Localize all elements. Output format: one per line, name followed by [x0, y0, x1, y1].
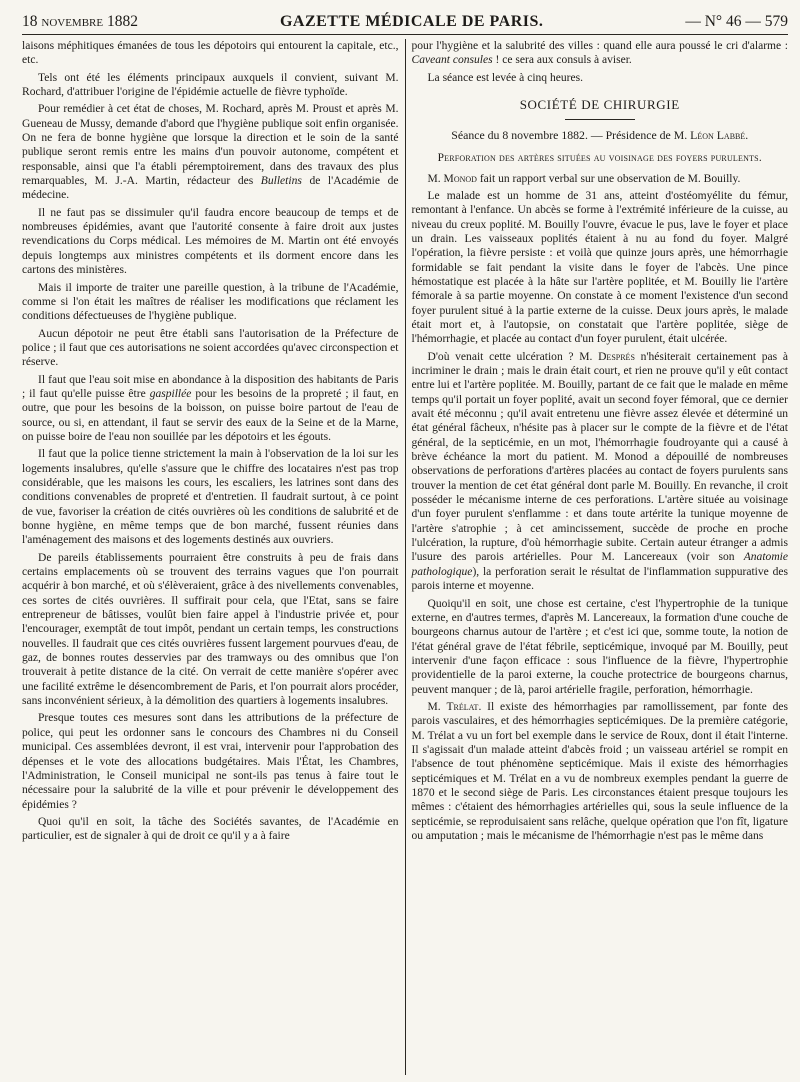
- paragraph: Pour remédier à cet état de choses, M. Rochard, après M. Proust et après M. Gueneau de Mussy, demande d'abord que l'hygiène publique soit enfin organisée. On ne fera de bonne hygiène que lorsque la direction et le soin de la santé publique seront remis entre les mains d'un pouvoir autonome, compétent et responsable, ainsi que l'a établi péremptoirement, dans des travaux des plus remarquables, M. J.-A. Martin, rédacteur des Bulletins de l'Académie de médecine.: [22, 103, 399, 202]
- paragraph: Il faut que l'eau soit mise en abondance à la disposition des habitants de Paris ; il faut qu'elle puisse être gaspillée pour les besoins de la propreté ; il faut, en outre, que pour les besoins de la boisson, on puisse boire partout de l'eau de source, ou si, en attendant, il faut se servir des eaux de la Seine et de la Marne, on puisse boire de l'eau non souillée par les dépotoirs et les égouts.: [22, 373, 399, 443]
- paragraph: pour l'hygiène et la salubrité des villes : quand elle aura poussé le cri d'alarme : Caveant consules ! ce sera aux consuls à aviser.: [411, 40, 788, 67]
- article-subtitle: Perforation des artères situées au voisinage des foyers purulents.: [437, 152, 762, 165]
- paragraph: Quoi qu'il en soit, la tâche des Sociétés savantes, de l'Académie en particulier, est de signaler à qui de droit ce qu'il y a à faire: [22, 815, 399, 843]
- paragraph: Le malade est un homme de 31 ans, atteint d'ostéomyélite du fémur, remontant à l'enfance. Un abcès se forme à l'extrémité inférieure de la cuisse, au niveau du creux poplité. M. Bouilly l'ouvre, évacue le pus, lave le foyer et place un drain. Les vaisseaux poplités étaient à nu au fond du foyer. Malgré l'opération, la fièvre persiste : et voilà que quinze jours après, une hémorrhagie formidable se fait pendant la visite dans le foyer de l'abcès. Une pince hémostatique est placée à la hâte sur l'artère poplitée, et M. Bouilly lie l'artère fémorale à sa partie moyenne. On constate à ce moment l'existence d'un second foyer purulent situé à la partie externe de la cuisse. Deux jours après, le malade était mort et, à l'autopsie, on constatait que l'artère poplitée, siège de l'hémorrhagie, et placée au contact d'un foyer purulent, était ulcérée.: [411, 189, 788, 346]
- paragraph: Quoiqu'il en soit, une chose est certaine, c'est l'hypertrophie de la tunique externe, en d'autres termes, d'après M. Lancereaux, la formation d'une couche de bourgeons charnus autour de l'artère ; et c'est ici que, somme toute, la notion de l'état général grave de l'état fébrile, septicémique, invoqué par M. Bouilly, peut intervenir d'une façon efficace : sous l'influence de la fièvre, l'hypertrophie providentielle de la paroi externe, la couche protectrice de bourgeons charnus, peuvent manquer ; de là, paroi artérielle fragile, perforation, hémorrhagie.: [411, 597, 788, 696]
- paragraph: Tels ont été les éléments principaux auxquels il convient, suivant M. Rochard, d'attribuer l'origine de l'épidémie actuelle de fièvre typhoïde.: [22, 71, 399, 99]
- paragraph: Presque toutes ces mesures sont dans les attributions de la préfecture de police, qui peut les ordonner sans le concours des Chambres ni du Conseil municipal. Ces assemblées devront, il est vrai, intervenir pour l'approbation des dépenses et le vote des allocations budgétaires. Mais l'État, les Chambres, l'Administration, le Conseil municipal ne sont-ils pas tenus à faire tout le nécessaire pour la salubrité de la ville et pour prévenir le développement des épidémies ?: [22, 712, 399, 811]
- paragraph: Il ne faut pas se dissimuler qu'il faudra encore beaucoup de temps et de nombreuses épidémies, avant que l'autorité consente à faire droit aux justes revendications du Corps médical. Les mémoires de M. Martin ont été envoyés depuis longtemps aux ministres compétents et ils dorment encore dans les cartons des ministères.: [22, 206, 399, 277]
- left-column: [22, 39, 405, 1075]
- paragraph: M. Trélat. Il existe des hémorrhagies par ramollissement, par fonte des parois vasculaires, et des hémorrhagies septicémiques. De la première catégorie, M. Trélat a vu un fort bel exemple dans le service de Roux, dont il était l'interne. Il s'agissait d'un malade atteint d'abcès froid ; un vaisseau artériel se rompit en l'absence de tout phénomène septicémique. Mais il existe des hémorrhagies septicémiques et M. Trélat en a vu de nombreux exemples pendant la guerre de 1870 et le second siège de Paris. Les circonstances étaient presque toujours les mêmes : c'étaient des hémorrhagies artérielles qui, sous la seule influence de la septicémie, se reproduisaient sans relâche, quelque opération que l'on fît, ligature ou amputation ; mais le mécanisme de l'hémorrhagie n'est pas le même dans: [411, 700, 788, 842]
- journal-title: GAZETTE MÉDICALE DE PARIS.: [279, 13, 544, 30]
- section-title: SOCIÉTÉ DE CHIRURGIE: [519, 97, 680, 113]
- section-divider: [565, 119, 635, 120]
- paragraph: Il faut que la police tienne strictement la main à l'observation de la loi sur les logements insalubres, qu'elle s'assure que le chiffre des locataires n'est pas trop considérable, que les maisons les cours, les escaliers, les latrines sont dans des conditions convenables de propreté et d'entretien. Il faudrait surtout, à ce point de vue, favoriser la création de cités ouvrières où les conditions de salubrité et de bonne hygiène, en même temps que de bon marché, fussent réunies dans l'aménagement des maisons et des logements destinés aux ouvriers.: [22, 448, 399, 547]
- paragraph: Aucun dépotoir ne peut être établi sans l'autorisation de la Préfecture de police ; il faut que ces autorisations ne soient accordées qu'avec circonspection et réserve.: [22, 327, 399, 369]
- paragraph: De pareils établissements pourraient être construits à peu de frais dans certains emplacements où se trouvent des terrains vagues que l'on pourrait acquérir à bon marché, et où s'élèveraient, grâce à des nivellements convenables, ces sortes de cités ouvrières. Il suffirait pour cela, que l'Etat, sans se faire entrepreneur de bâtisses, voulût bien faire appel à l'industrie privée et, pour l'encourager, exemptât de tout impôt, pendant un certain temps, les constructions nouvelles. Il faudrait que ces cités ouvrières fussent largement pourvues d'eau, de gaz, de bonnes routes desservies par des tramways ou des omnibus que l'on trouverait à petite distance de la cité. On verrait de cette manière s'opérer avec une facilité extrême le désencombrement de Paris, et l'on pourrait alors procéder, sans inconvénient sérieux, à la démolition des quartiers à logements insalubres.: [22, 551, 399, 708]
- paragraph: M. Monod fait un rapport verbal sur une observation de M. Bouilly.: [427, 172, 741, 185]
- columns: [22, 39, 788, 1075]
- page-header: [22, 10, 788, 35]
- issue-date: 18 novembre 1882: [22, 13, 138, 30]
- session-line: Séance du 8 novembre 1882. — Présidence de M. Léon Labbé.: [451, 128, 749, 143]
- paragraph: La séance est levée à cinq heures.: [427, 71, 583, 84]
- paragraph: D'où venait cette ulcération ? M. Després n'hésiterait certainement pas à incriminer le drain ; mais le drain était court, et rien ne prouve qu'il y eût contact entre lui et l'artère poplitée. M. Bouilly, partant de ce fait que le malade en même temps qu'il portait un foyer poplité, avait un second foyer fémoral, que ce dernier avait été méconnu ; qu'il avait entretenu une fièvre assez élevée et déterminé un état général fâcheux, n'hésite pas à placer sur le compte de la fièvre et de l'état général, de la septicémie, en un mot, l'hémorrhagie foudroyante qui a causé à brève échéance la mort du patient. M. Monod a dépouillé de nombreuses observations de perforations d'artères placées au contact de foyers purulents sans trouver la mention de cet état général dont parle M. Bouilly. En revanche, il croit posséder le mécanisme interne de ces perforations. L'artère située au voisinage d'un foyer purulent s'enflamme : et dans toute artérite la tunique moyenne de l'artère s'atrophie ; à cet amincissement, succède de proche en proche l'ulcération, la rupture, d'où hémorrhagie subite. Certain auteur étranger a admis l'usure des parois artérielles. Pour M. Lancereaux (voir son Anatomie pathologique), la perforation serait le résultat de l'inflammation suppurative des parois interne et moyenne.: [411, 350, 788, 593]
- right-column: [406, 39, 789, 1075]
- paragraph: Mais il importe de traiter une pareille question, à la tribune de l'Académie, comme si l'on était les maîtres de réaliser les modifications que réclament les conditions défectueuses de l'hygiène publique.: [22, 281, 399, 323]
- paragraph: laisons méphitiques émanées de tous les dépotoirs qui entourent la capitale, etc., etc.: [22, 40, 399, 67]
- issue-number: — N° 46 — 579: [685, 13, 788, 30]
